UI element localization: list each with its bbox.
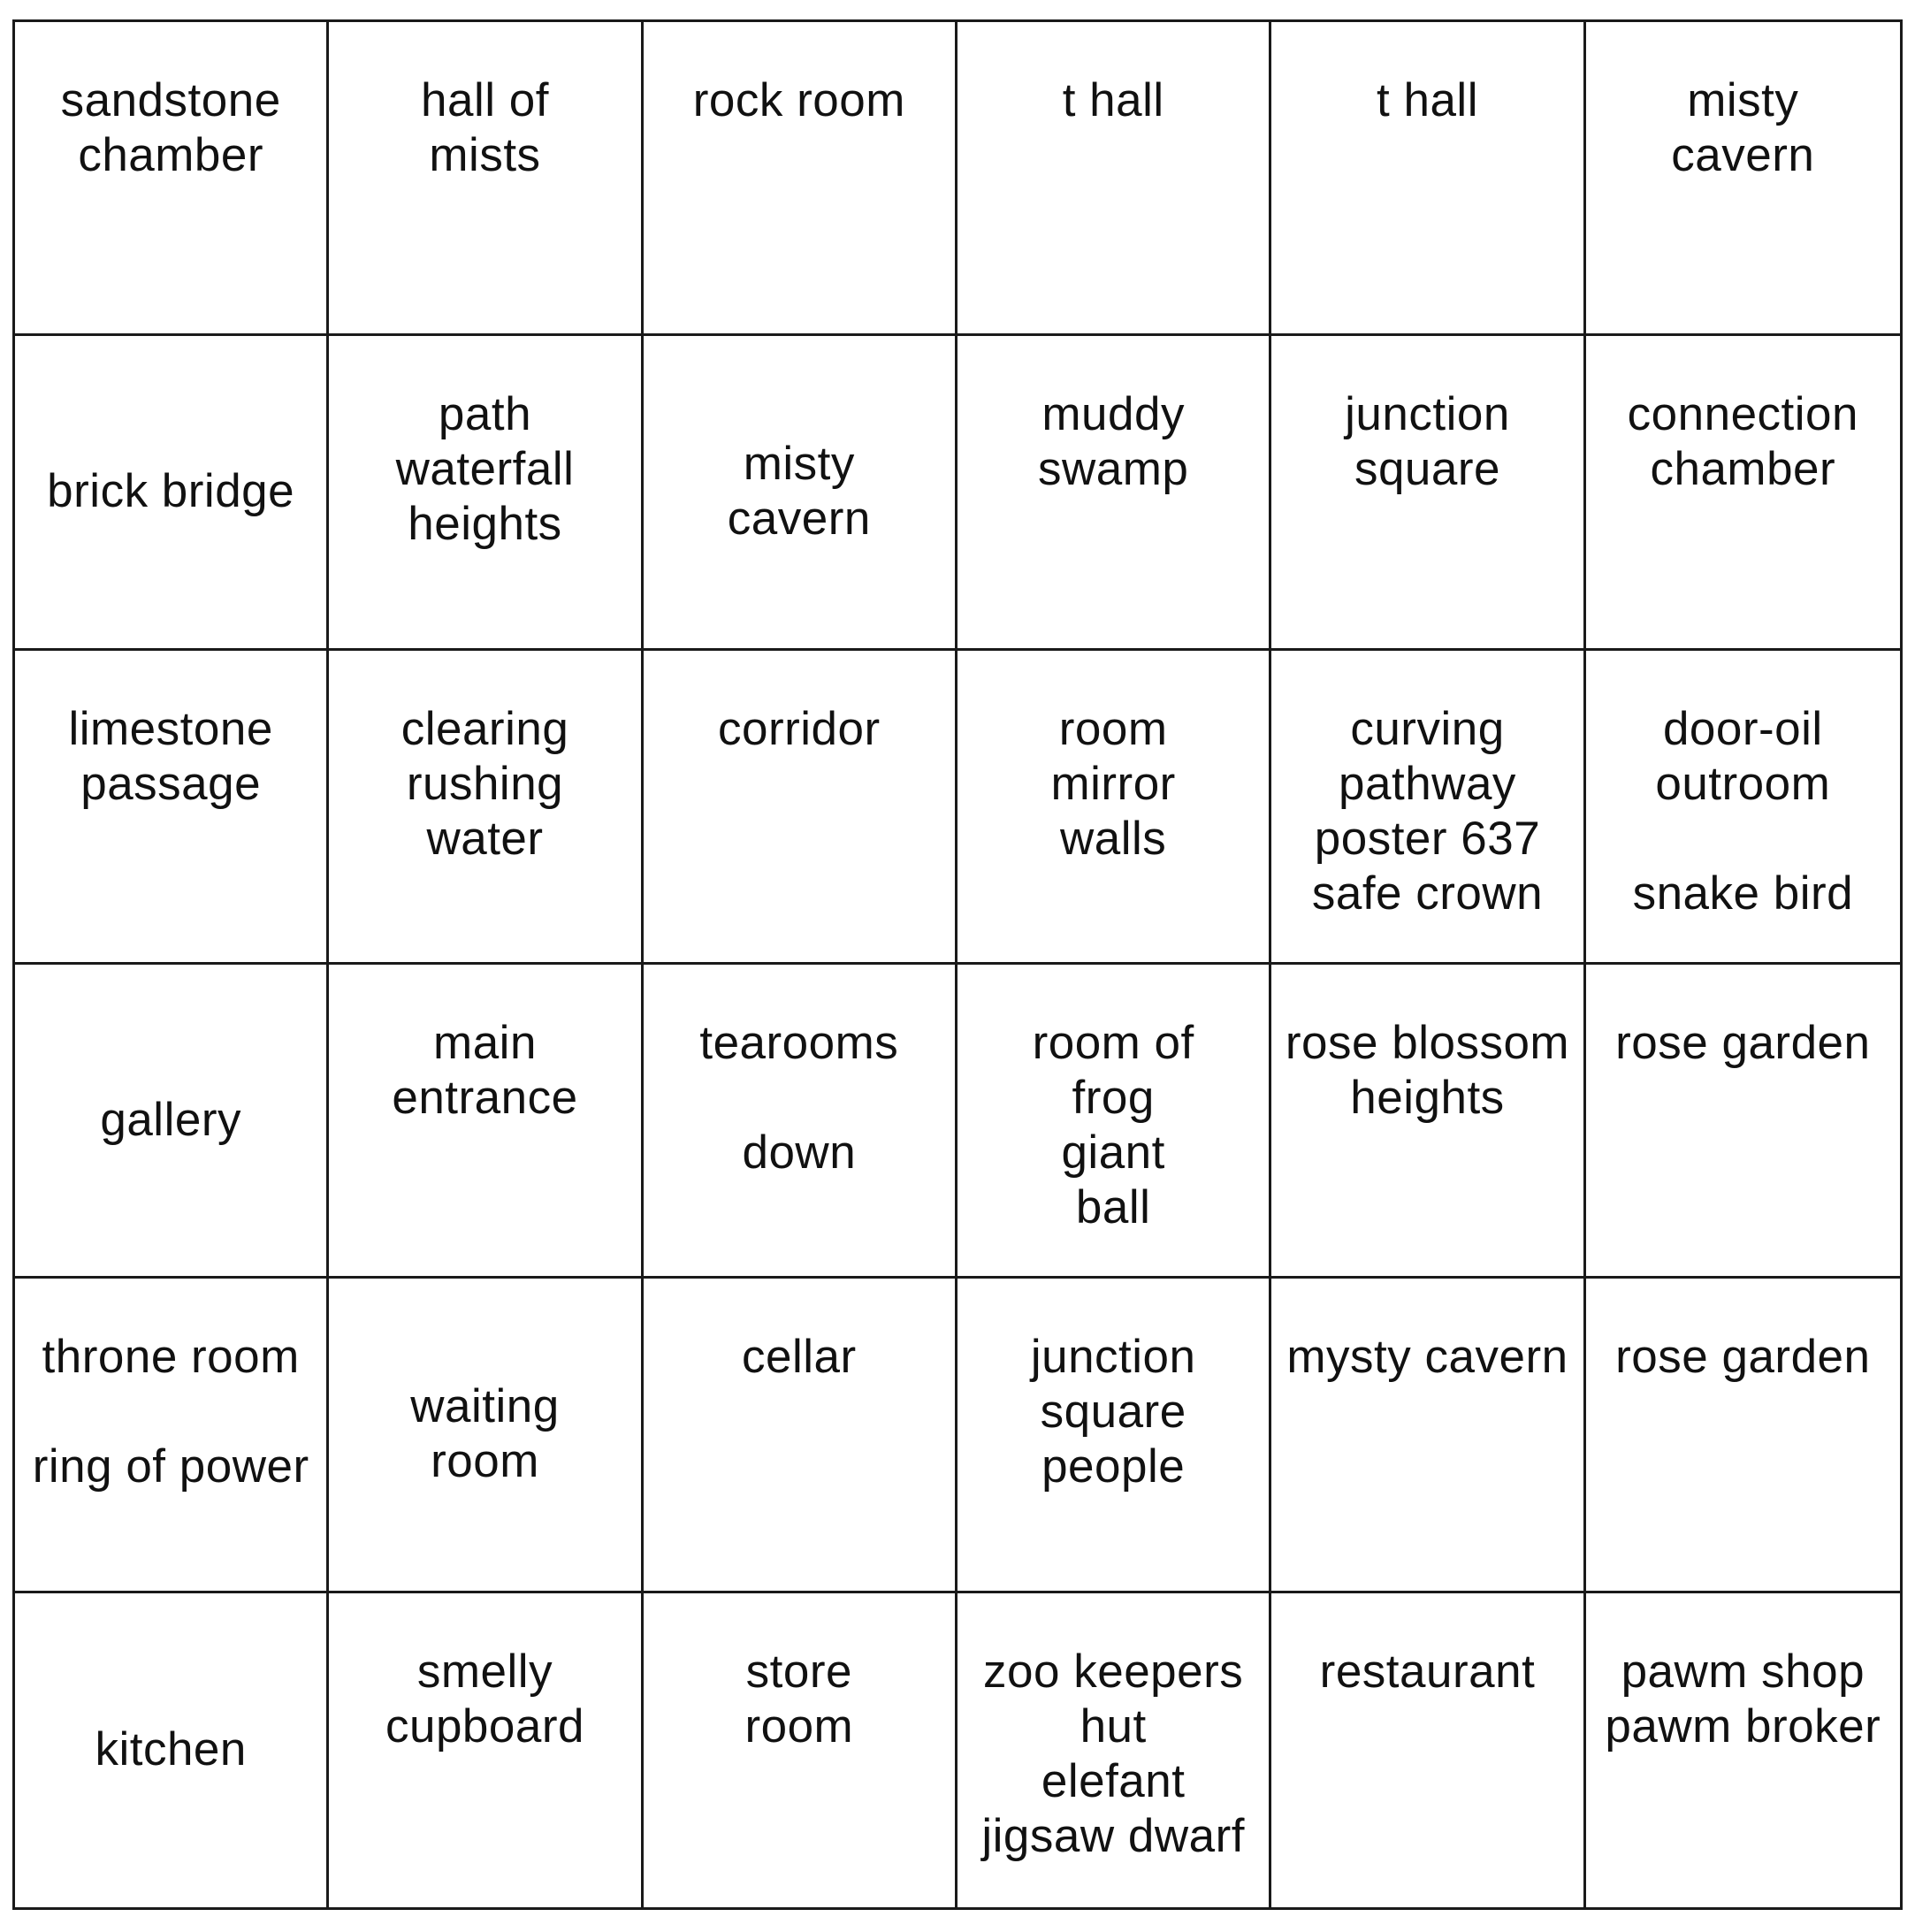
cell-line: tearooms bbox=[699, 1017, 899, 1069]
map-cell bbox=[1271, 965, 1585, 1279]
map-cell bbox=[329, 1279, 643, 1592]
cell-line: misty bbox=[743, 438, 855, 491]
map-cell bbox=[958, 965, 1271, 1279]
cell-line: cupboard bbox=[385, 1699, 584, 1753]
cell-line: kitchen bbox=[95, 1723, 247, 1776]
map-cell bbox=[329, 651, 643, 965]
map-cell bbox=[644, 651, 958, 965]
cell-line: door-oil bbox=[1662, 702, 1823, 755]
cell-line: room bbox=[1058, 702, 1168, 755]
map-cell bbox=[958, 1279, 1271, 1592]
map-cell bbox=[15, 1279, 329, 1592]
cell-line: t hall bbox=[1062, 74, 1164, 126]
map-cell bbox=[1271, 1593, 1585, 1907]
map-cell bbox=[644, 22, 958, 336]
cell-line: cavern bbox=[1671, 129, 1815, 181]
cell-line: giant bbox=[1061, 1126, 1165, 1179]
cell-line: rose garden bbox=[1615, 1331, 1871, 1384]
cell-line: heights bbox=[408, 498, 562, 551]
cell-line: room bbox=[431, 1435, 539, 1488]
map-cell bbox=[958, 1593, 1271, 1907]
cell-line: ring of power bbox=[32, 1440, 309, 1493]
map-cell bbox=[1586, 22, 1900, 336]
cell-line: cavern bbox=[727, 493, 871, 546]
cell-line: muddy bbox=[1041, 388, 1185, 441]
cell-line: brick bridge bbox=[47, 465, 295, 518]
cell-line: throne room bbox=[42, 1331, 300, 1384]
cell-line: limestone bbox=[68, 702, 273, 755]
map-cell bbox=[958, 22, 1271, 336]
map-cell bbox=[15, 22, 329, 336]
cell-line: pawm shop bbox=[1621, 1645, 1865, 1698]
cell-line: safe crown bbox=[1311, 867, 1544, 920]
map-cell bbox=[15, 1593, 329, 1907]
cell-line: ball bbox=[1075, 1181, 1151, 1233]
cell-line: jigsaw dwarf bbox=[981, 1809, 1245, 1862]
cell-line: gallery bbox=[100, 1094, 241, 1147]
cell-line: curving bbox=[1350, 702, 1505, 755]
map-cell bbox=[958, 651, 1271, 965]
cell-line: mists bbox=[429, 129, 541, 181]
cell-line: junction bbox=[1345, 388, 1510, 441]
cell-line: main bbox=[433, 1017, 537, 1069]
cell-line: connection bbox=[1627, 388, 1858, 441]
cell-line: snake bird bbox=[1632, 867, 1854, 920]
cell-line: passage bbox=[80, 757, 262, 810]
cell-line: hall of bbox=[421, 74, 549, 126]
cell-line: mirror bbox=[1050, 757, 1176, 810]
cell-line: room bbox=[744, 1699, 854, 1753]
map-cell bbox=[329, 22, 643, 336]
map-cell bbox=[1586, 965, 1900, 1279]
cell-line: store bbox=[745, 1645, 852, 1698]
cell-line: heights bbox=[1350, 1072, 1505, 1124]
map-cell bbox=[329, 1593, 643, 1907]
map-cell bbox=[644, 1593, 958, 1907]
cell-line: square bbox=[1040, 1386, 1186, 1439]
map-cell bbox=[15, 965, 329, 1279]
cell-line: mysty cavern bbox=[1286, 1331, 1568, 1384]
map-cell bbox=[329, 336, 643, 650]
cell-line: water bbox=[426, 812, 544, 865]
cell-line: smelly bbox=[416, 1645, 553, 1698]
cell-line: elefant bbox=[1041, 1754, 1186, 1807]
cell-line: rock room bbox=[692, 74, 905, 126]
cell-line: path bbox=[438, 388, 532, 441]
map-cell bbox=[1586, 651, 1900, 965]
cell-line: pawm broker bbox=[1605, 1699, 1881, 1753]
map-cell bbox=[644, 965, 958, 1279]
cell-line: people bbox=[1041, 1440, 1186, 1493]
cell-line: poster 637 bbox=[1314, 812, 1541, 865]
map-cell bbox=[1586, 1279, 1900, 1592]
cell-line: waiting bbox=[410, 1380, 560, 1433]
cell-line: rose garden bbox=[1615, 1017, 1871, 1069]
cell-line: hut bbox=[1080, 1699, 1147, 1753]
map-cell bbox=[329, 965, 643, 1279]
cell-line: swamp bbox=[1037, 443, 1189, 496]
cell-line: rushing bbox=[406, 757, 564, 810]
map-cell bbox=[1271, 1279, 1585, 1592]
map-cell bbox=[15, 336, 329, 650]
cell-line: square bbox=[1354, 443, 1501, 496]
map-cell bbox=[958, 336, 1271, 650]
map-cell bbox=[1586, 1593, 1900, 1907]
cell-line: chamber bbox=[78, 129, 264, 181]
cell-line: walls bbox=[1060, 812, 1167, 865]
cell-line: room of bbox=[1032, 1017, 1194, 1069]
cell-line: outroom bbox=[1655, 757, 1831, 810]
map-cell bbox=[1586, 336, 1900, 650]
cell-line: corridor bbox=[718, 702, 881, 755]
cell-line: down bbox=[742, 1126, 857, 1179]
map-cell bbox=[1271, 651, 1585, 965]
cell-line: rose blossom bbox=[1285, 1017, 1570, 1069]
room-map-grid bbox=[12, 19, 1903, 1910]
cell-line: clearing bbox=[401, 702, 569, 755]
cell-line: misty bbox=[1687, 74, 1799, 126]
cell-line: zoo keepers bbox=[983, 1645, 1244, 1698]
cell-line: junction bbox=[1030, 1331, 1196, 1384]
map-cell bbox=[1271, 22, 1585, 336]
cell-line: frog bbox=[1072, 1072, 1155, 1124]
cell-line: waterfall bbox=[395, 443, 575, 496]
cell-line: pathway bbox=[1339, 757, 1516, 810]
map-cell bbox=[644, 1279, 958, 1592]
cell-line: restaurant bbox=[1319, 1645, 1536, 1698]
cell-line: t hall bbox=[1377, 74, 1478, 126]
map-cell bbox=[15, 651, 329, 965]
cell-line: chamber bbox=[1650, 443, 1836, 496]
cell-line: sandstone bbox=[60, 74, 281, 126]
cell-line: entrance bbox=[392, 1072, 578, 1124]
map-cell bbox=[644, 336, 958, 650]
map-cell bbox=[1271, 336, 1585, 650]
cell-line: cellar bbox=[742, 1331, 857, 1384]
